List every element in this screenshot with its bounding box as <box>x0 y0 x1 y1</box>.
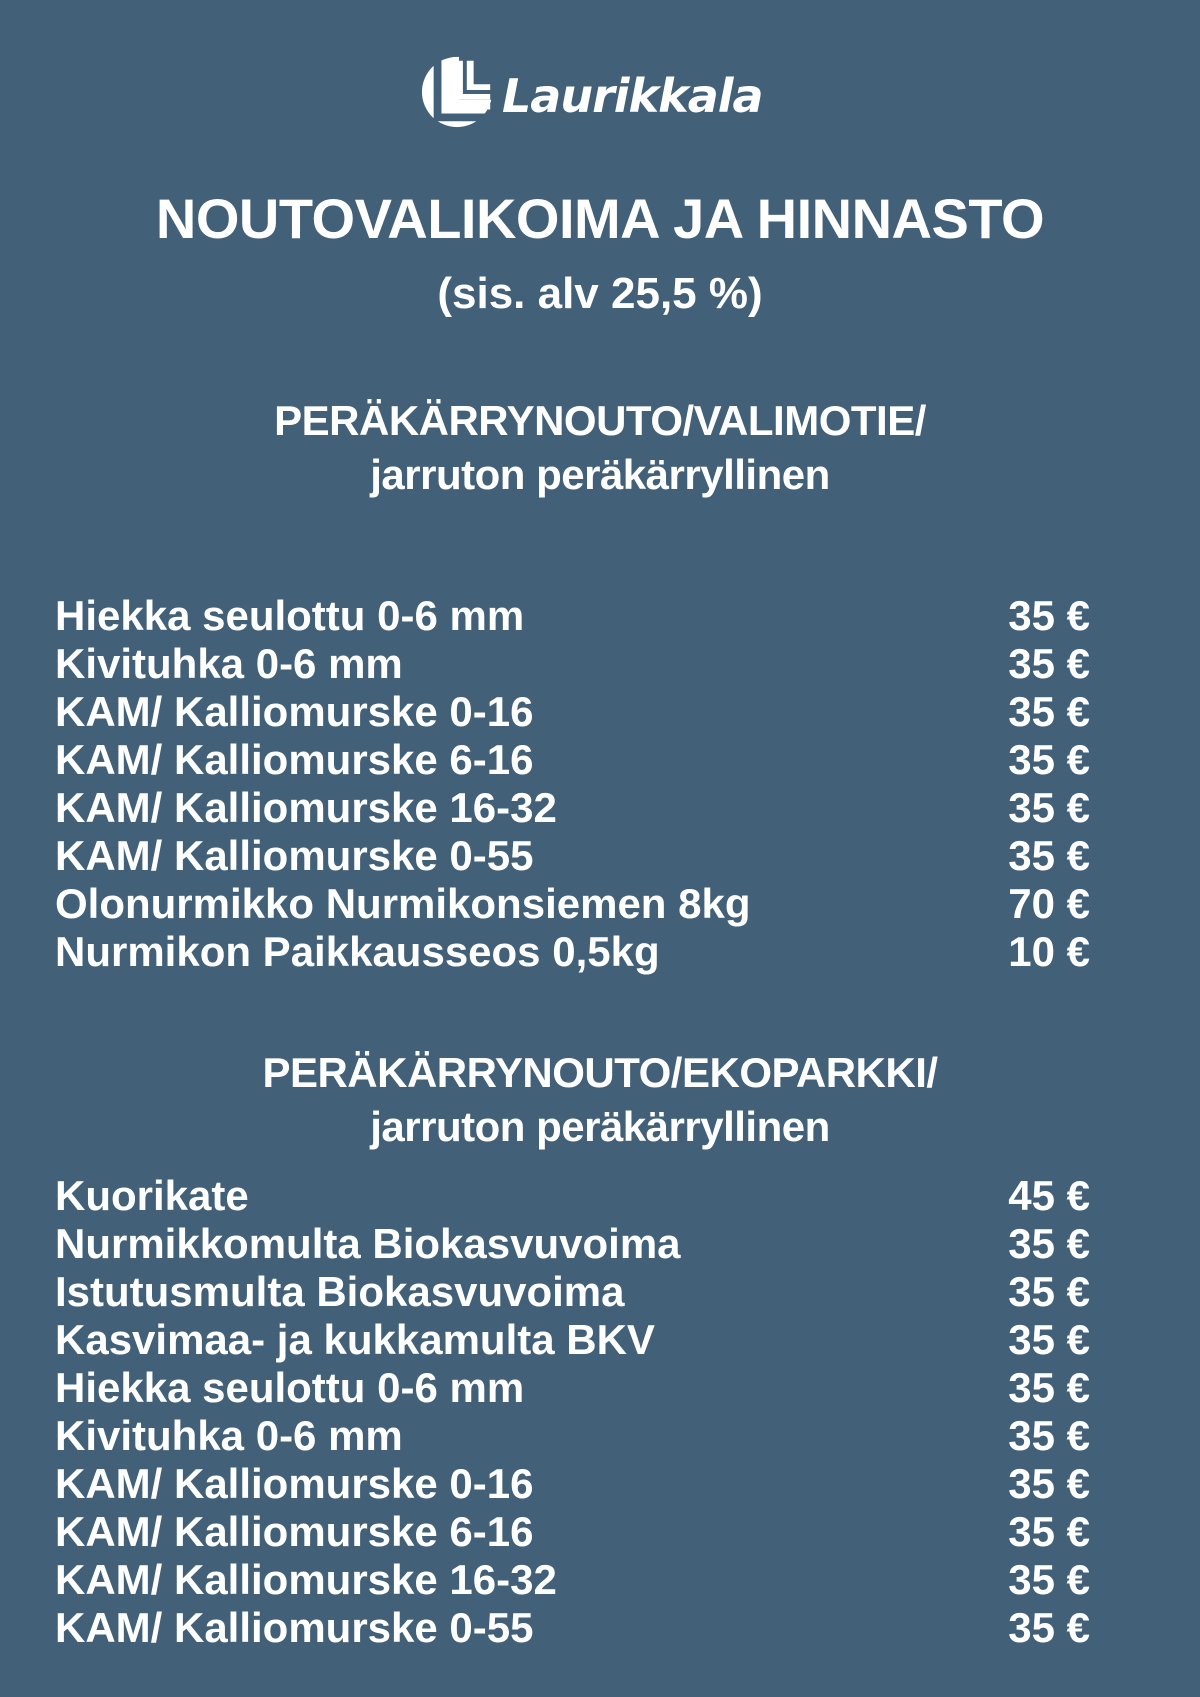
item-price: 35 € <box>1008 1316 1090 1363</box>
list-item <box>55 592 1090 640</box>
item-price: 35 € <box>1008 832 1090 879</box>
brand-name: Laurikkala <box>502 69 763 123</box>
item-price: 45 € <box>1008 1172 1090 1219</box>
item-name: Hiekka seulottu 0-6 mm <box>55 592 525 639</box>
list-item <box>55 1316 1090 1364</box>
section-heading-valimotie <box>0 394 1200 502</box>
item-name: KAM/ Kalliomurske 0-16 <box>55 1460 534 1507</box>
list-item <box>55 1268 1090 1316</box>
item-price: 70 € <box>1008 880 1090 927</box>
section-heading-line2: jarruton peräkärryllinen <box>370 451 830 498</box>
item-name: KAM/ Kalliomurske 0-55 <box>55 832 534 879</box>
item-price: 35 € <box>1008 1556 1090 1603</box>
item-name: Kivituhka 0-6 mm <box>55 1412 403 1459</box>
item-name: Kivituhka 0-6 mm <box>55 640 403 687</box>
page-title: NOUTOVALIKOIMA JA HINNASTO <box>155 187 1045 250</box>
item-price: 35 € <box>1008 640 1090 687</box>
item-name: KAM/ Kalliomurske 6-16 <box>55 736 534 783</box>
price-list-ekoparkki <box>55 1172 1090 1652</box>
item-price: 35 € <box>1008 1460 1090 1507</box>
list-item <box>55 736 1090 784</box>
item-price: 35 € <box>1008 784 1090 831</box>
item-price: 35 € <box>1008 1268 1090 1315</box>
list-item <box>55 1556 1090 1604</box>
item-name: KAM/ Kalliomurske 6-16 <box>55 1508 534 1555</box>
item-name: Kasvimaa- ja kukkamulta BKV <box>55 1316 655 1363</box>
list-item <box>55 1604 1090 1652</box>
item-price: 35 € <box>1008 688 1090 735</box>
list-item <box>55 640 1090 688</box>
list-item <box>55 1412 1090 1460</box>
item-name: KAM/ Kalliomurske 0-16 <box>55 688 534 735</box>
section-heading-line1: PERÄKÄRRYNOUTO/EKOPARKKI/ <box>262 1049 938 1096</box>
list-item <box>55 880 1090 928</box>
item-name: Nurmikkomulta Biokasvuvoima <box>55 1220 681 1267</box>
section-heading-line2: jarruton peräkärryllinen <box>370 1103 830 1150</box>
list-item <box>55 1364 1090 1412</box>
item-name: KAM/ Kalliomurske 16-32 <box>55 1556 557 1603</box>
item-name: KAM/ Kalliomurske 0-55 <box>55 1604 534 1651</box>
list-item <box>55 1172 1090 1220</box>
list-item <box>55 1460 1090 1508</box>
item-name: Nurmikon Paikkausseos 0,5kg <box>55 928 660 975</box>
list-item <box>55 832 1090 880</box>
item-name: KAM/ Kalliomurske 16-32 <box>55 784 557 831</box>
brand-logo <box>420 52 763 132</box>
list-item <box>55 688 1090 736</box>
vat-note: (sis. alv 25,5 %) <box>437 269 763 318</box>
item-price: 10 € <box>1008 928 1090 975</box>
item-price: 35 € <box>1008 1364 1090 1411</box>
item-name: Olonurmikko Nurmikonsiemen 8kg <box>55 880 751 927</box>
list-item <box>55 928 1090 976</box>
section-heading-line1: PERÄKÄRRYNOUTO/VALIMOTIE/ <box>274 397 926 444</box>
item-name: Hiekka seulottu 0-6 mm <box>55 1364 525 1411</box>
item-price: 35 € <box>1008 1604 1090 1651</box>
list-item <box>55 784 1090 832</box>
laurikkala-logo-icon <box>420 54 498 130</box>
price-list-valimotie <box>55 592 1090 976</box>
item-price: 35 € <box>1008 1508 1090 1555</box>
list-item <box>55 1220 1090 1268</box>
item-name: Kuorikate <box>55 1172 249 1219</box>
item-price: 35 € <box>1008 1412 1090 1459</box>
list-item <box>55 1508 1090 1556</box>
item-price: 35 € <box>1008 736 1090 783</box>
item-price: 35 € <box>1008 1220 1090 1267</box>
section-heading-ekoparkki <box>0 1046 1200 1154</box>
item-name: Istutusmulta Biokasvuvoima <box>55 1268 625 1315</box>
item-price: 35 € <box>1008 592 1090 639</box>
